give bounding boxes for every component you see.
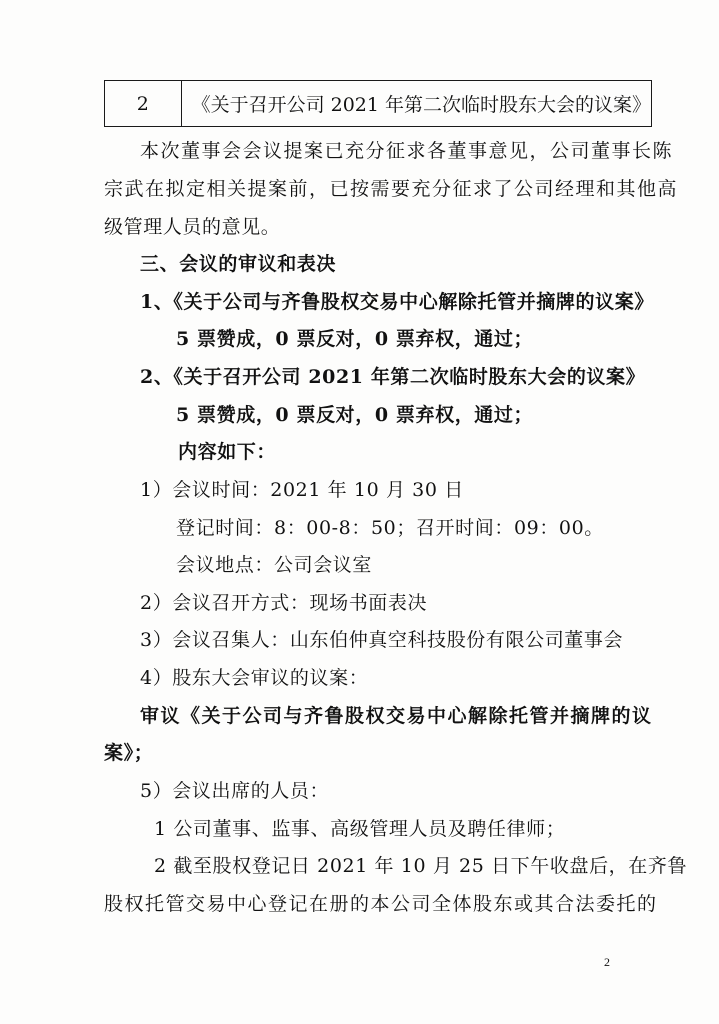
page-number: 2	[604, 955, 610, 969]
paragraph-line-3: 级管理人员的意见。	[104, 216, 281, 238]
paragraph-line-1: 本次董事会会议提案已充分征求各董事意见，公司董事长陈	[140, 140, 674, 162]
registration-time: 登记时间：8：00-8：50；召开时间：09：00。	[176, 517, 604, 539]
resolution-item-1: 1、《关于公司与齐鲁股权交易中心解除托管并摘牌的议案》	[140, 291, 654, 313]
attendee-item-2-line-1: 2 截至股权登记日 2021 年 10 月 25 日下午收盘后，在齐鲁	[154, 855, 688, 877]
resolution-item-2: 2、《关于召开公司 2021 年第二次临时股东大会的议案》	[140, 366, 646, 388]
agenda-heading: 4）股东大会审议的议案：	[140, 667, 369, 689]
section-heading: 三、会议的审议和表决	[140, 253, 337, 275]
agenda-line-1: 审议《关于公司与齐鲁股权交易中心解除托管并摘牌的议	[140, 705, 653, 727]
paragraph-line-2: 宗武在拟定相关提案前，已按需要充分征求了公司经理和其他高	[104, 178, 679, 200]
agenda-title-cell: 《关于召开公司 2021 年第二次临时股东大会的议案》	[191, 94, 651, 116]
attendees-heading: 5）会议出席的人员：	[140, 780, 330, 802]
attendee-item-2-line-2: 股权托管交易中心登记在册的本公司全体股东或其合法委托的	[104, 893, 658, 915]
meeting-time: 1）会议时间：2021 年 10 月 30 日	[140, 479, 464, 501]
attendee-item-1: 1 公司董事、监事、高级管理人员及聘任律师；	[154, 818, 566, 840]
meeting-method: 2）会议召开方式：现场书面表决	[140, 592, 428, 614]
resolution-vote-1: 5 票赞成，0 票反对，0 票弃权，通过；	[176, 328, 534, 350]
agenda-number-cell: 2	[105, 81, 182, 126]
content-intro: 内容如下：	[178, 441, 277, 463]
meeting-location: 会议地点：公司会议室	[176, 554, 373, 576]
meeting-convener: 3）会议召集人：山东伯仲真空科技股份有限公司董事会	[140, 629, 624, 651]
agenda-table-row	[104, 80, 652, 127]
resolution-vote-2: 5 票赞成，0 票反对，0 票弃权，通过；	[176, 404, 534, 426]
agenda-line-2: 案》；	[104, 742, 154, 764]
